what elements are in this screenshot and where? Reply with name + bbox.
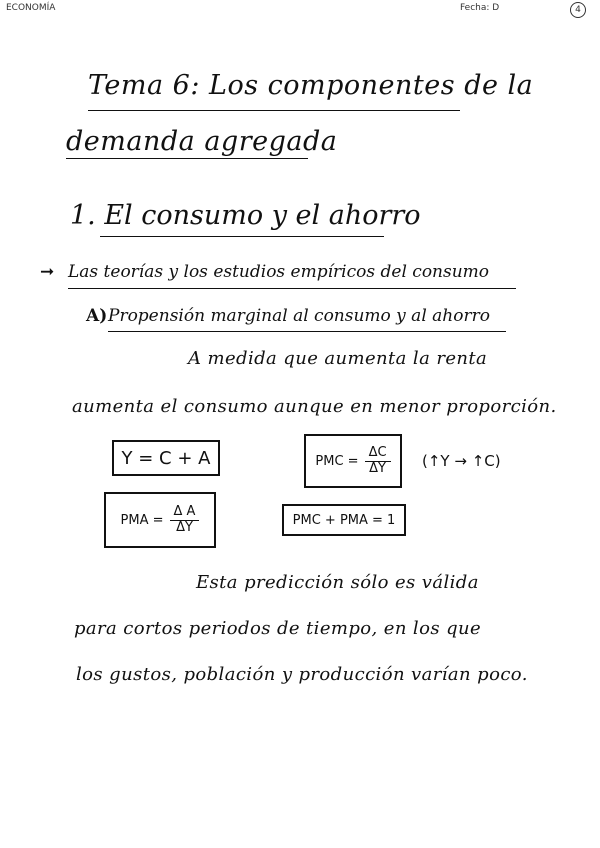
section-underline bbox=[100, 236, 384, 237]
page-title-line2: demanda agregada bbox=[66, 126, 338, 157]
section-heading: 1. El consumo y el ahorro bbox=[70, 200, 421, 231]
pmc-formula-box bbox=[304, 434, 402, 488]
paragraph2-line1: Esta predicción sólo es válida bbox=[196, 572, 479, 593]
pmc-label: PMC = bbox=[315, 453, 359, 469]
page-number-badge: 4 bbox=[570, 2, 586, 18]
paragraph1-line2: aumenta el consumo aunque en menor proporción. bbox=[72, 396, 557, 417]
paragraph2-line2: para cortos periodos de tiempo, en los que bbox=[74, 618, 482, 639]
subsection-label: A) bbox=[86, 306, 108, 326]
title-underline-1 bbox=[88, 110, 460, 111]
pma-formula-box bbox=[104, 492, 216, 548]
pmc-note: (↑Y → ↑C) bbox=[422, 452, 501, 470]
sum-formula: PMC + PMA = 1 bbox=[292, 512, 396, 528]
identity-formula-box bbox=[112, 440, 220, 476]
title-underline-2 bbox=[66, 158, 308, 159]
pma-fraction bbox=[170, 505, 200, 535]
pmc-numerator: ΔC bbox=[365, 446, 391, 461]
identity-formula: Y = C + A bbox=[121, 447, 211, 469]
bullet-heading: Las teorías y los estudios empíricos del consumo bbox=[68, 262, 490, 282]
paragraph1-line1: A medida que aumenta la renta bbox=[188, 348, 488, 369]
header-subject: ECONOMÍA bbox=[6, 3, 56, 13]
subsection-underline bbox=[108, 331, 506, 332]
arrow-bullet-icon: ➞ bbox=[40, 262, 55, 282]
pmc-denominator: ΔY bbox=[369, 460, 386, 476]
subsection-heading: Propensión marginal al consumo y al ahorro bbox=[108, 306, 490, 326]
sum-formula-box bbox=[282, 504, 406, 536]
paragraph2-line3: los gustos, población y producción varían poco. bbox=[76, 664, 528, 685]
bullet-underline bbox=[68, 288, 516, 289]
pma-label: PMA = bbox=[120, 512, 164, 528]
header-date-field: Fecha: D bbox=[460, 3, 500, 13]
page-title-line1: Tema 6: Los componentes de la bbox=[88, 70, 534, 101]
pmc-fraction bbox=[365, 446, 391, 476]
pma-denominator: ΔY bbox=[176, 519, 193, 535]
pma-numerator: Δ A bbox=[170, 505, 200, 520]
